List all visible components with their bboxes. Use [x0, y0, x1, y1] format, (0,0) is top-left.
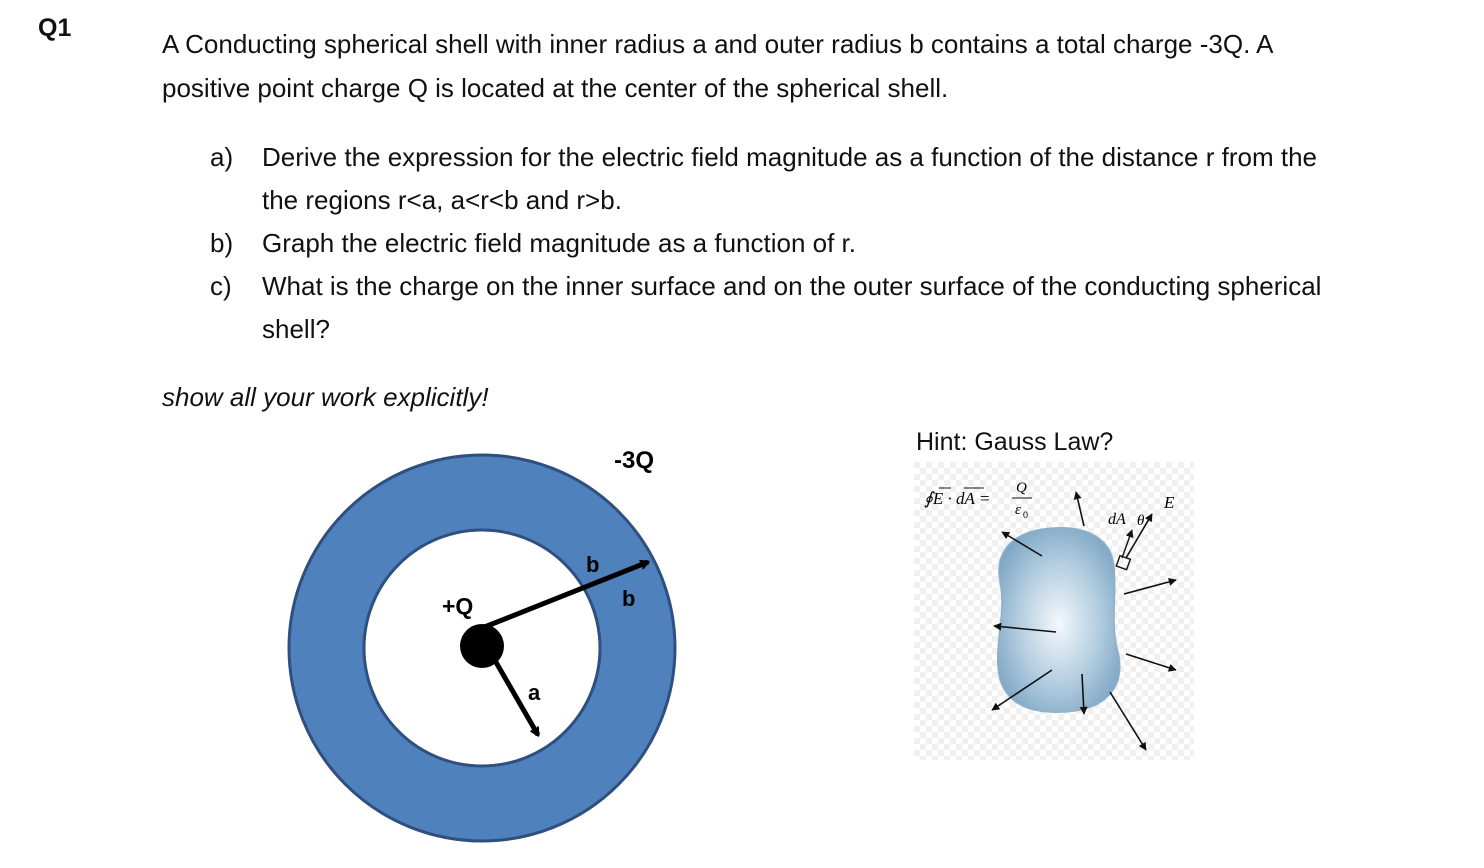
intro-line-1: A Conducting spherical shell with inner radius a and outer radius b contains a total charge -3Q. A [162, 29, 1274, 59]
gauss-diagram [914, 462, 1194, 760]
formula-denominator-sub: 0 [1023, 510, 1029, 520]
work-note: show all your work explicitly! [162, 382, 489, 412]
formula-denominator: ε [1015, 502, 1021, 518]
gaussian-surface [998, 528, 1120, 712]
label-E: E [1164, 493, 1175, 512]
question-parts [210, 136, 1440, 351]
question-intro [162, 22, 1412, 110]
shell-charge-label: -3Q [614, 447, 655, 474]
intro-line-2: positive point charge Q is located at the center of the spherical shell. [162, 73, 949, 103]
label-b-outer: b [622, 586, 636, 611]
part-c [210, 265, 1440, 351]
part-c-text [262, 265, 1440, 351]
part-a-line-1: Derive the expression for the electric field magnitude as a function of the distance r from the [262, 142, 1317, 172]
formula-lhs: ∮E · dA = [924, 489, 991, 508]
label-theta: θ [1137, 513, 1145, 529]
shell-diagram [270, 440, 700, 865]
label-b-inner: b [586, 552, 600, 577]
center-charge-label: +Q [442, 593, 474, 619]
part-a-letter: a) [210, 142, 234, 172]
formula-numerator: Q [1016, 480, 1027, 496]
part-c-letter: c) [210, 271, 232, 301]
part-a [210, 136, 1440, 222]
part-b [210, 222, 1440, 265]
part-b-letter: b) [210, 228, 234, 258]
center-point-charge [460, 624, 504, 668]
label-dA: dA [1108, 511, 1126, 528]
part-c-line-1: What is the charge on the inner surface and on the outer surface of the conducting spherical [262, 271, 1322, 301]
part-a-line-2: the regions r<a, a<r<b and r>b. [262, 185, 622, 215]
part-b-line-1: Graph the electric field magnitude as a function of r. [262, 228, 857, 258]
part-b-text [262, 222, 1440, 265]
hint-title: Hint: Gauss Law? [916, 428, 1114, 456]
question-number: Q1 [38, 14, 72, 42]
label-a: a [528, 680, 541, 705]
part-a-text [262, 136, 1440, 222]
part-c-line-2: shell? [262, 314, 330, 344]
